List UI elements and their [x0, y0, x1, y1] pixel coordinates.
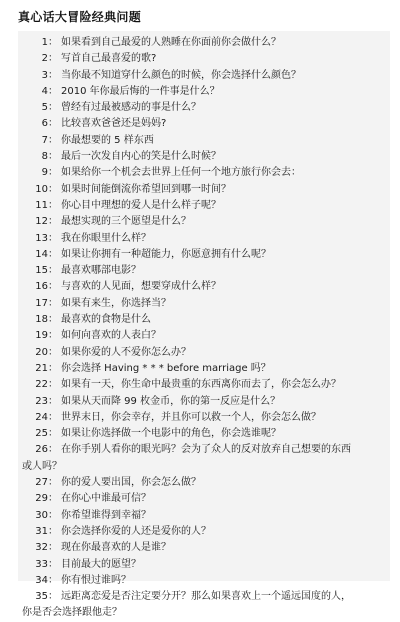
- list-item: [18, 247, 390, 263]
- list-item: [18, 68, 390, 84]
- question-text: 如果从天而降 99 枚金币，你的第一反应是什么？: [61, 395, 281, 407]
- list-item: [18, 426, 390, 442]
- question-text: 你会选择你爱的人还是爱你的人？: [61, 525, 211, 537]
- list-item: [18, 328, 390, 344]
- question-text-continuation: 或人吗？: [22, 460, 62, 472]
- list-item: [18, 540, 390, 556]
- question-number: 4：: [41, 85, 58, 97]
- question-number: 35：: [35, 591, 58, 603]
- question-number: 7：: [41, 134, 58, 146]
- list-item: [18, 589, 390, 622]
- list-item: [18, 100, 390, 116]
- question-number: 17：: [35, 297, 58, 309]
- question-text: 在你心中谁最可信？: [61, 493, 151, 505]
- question-number: 11：: [35, 199, 58, 211]
- question-number: 15：: [35, 265, 58, 277]
- question-text: 最想实现的三个愿望是什么？: [61, 216, 191, 228]
- list-item: [18, 312, 390, 328]
- list-item: [18, 84, 390, 100]
- question-number: 34：: [35, 574, 58, 586]
- question-text: 如果你爱的人不爱你怎么办？: [61, 346, 191, 358]
- list-item: [18, 524, 390, 540]
- question-number: 1：: [41, 37, 58, 48]
- question-number: 26：: [35, 444, 58, 456]
- list-item: [18, 182, 390, 198]
- list-item: [18, 410, 390, 426]
- list-item: [18, 361, 390, 377]
- question-text: 你希望谁得到幸福？: [61, 509, 151, 521]
- question-number: 5：: [41, 102, 58, 114]
- question-text: 现在你最喜欢的人是谁？: [61, 542, 171, 554]
- list-item: [18, 165, 390, 181]
- question-text: 如果让你拥有一种超能力，你愿意拥有什么呢？: [61, 248, 271, 260]
- question-number: 33：: [35, 558, 58, 570]
- question-text: 目前最大的愿望？: [61, 558, 141, 570]
- document-title: 真心话大冒险经典问题: [18, 10, 142, 24]
- question-number: 19：: [35, 330, 58, 342]
- question-number: 32：: [35, 542, 58, 554]
- list-item: [18, 231, 390, 247]
- list-item: [18, 116, 390, 132]
- question-number: 29：: [35, 493, 58, 505]
- question-list: [18, 35, 390, 622]
- question-number: 12：: [35, 216, 58, 228]
- question-number: 27：: [35, 477, 58, 489]
- question-text: 最喜欢的食物是什么: [61, 314, 151, 326]
- list-item-first-line: [18, 442, 390, 458]
- list-item: [18, 35, 390, 51]
- question-text: 曾经有过最被感动的事是什么？: [61, 102, 201, 114]
- question-text: 你有恨过谁吗？: [61, 574, 131, 586]
- question-number: 31：: [35, 525, 58, 537]
- question-text: 与喜欢的人见面，想要穿成什么样？: [61, 281, 221, 293]
- list-item: [18, 377, 390, 393]
- question-text: 最后一次发自内心的笑是什么时候？: [61, 151, 221, 163]
- question-number: 3：: [41, 69, 58, 81]
- question-number: 18：: [35, 314, 58, 326]
- list-item: [18, 133, 390, 149]
- list-item: [18, 263, 390, 279]
- question-number: 23：: [35, 395, 58, 407]
- list-item: [18, 214, 390, 230]
- list-item: [18, 198, 390, 214]
- question-number: 24：: [35, 411, 58, 423]
- list-item: [18, 491, 390, 507]
- question-text: 当你最不知道穿什么颜色的时候，你会选择什么颜色？: [61, 69, 301, 81]
- question-text: 我在你眼里什么样？: [61, 232, 151, 244]
- list-item: [18, 557, 390, 573]
- question-text: 远距离恋爱是否注定要分开？那么如果喜欢上一个遥远国度的人，: [61, 591, 351, 603]
- question-text: 如果给你一个机会去世界上任何一个地方旅行你会去：: [61, 167, 301, 179]
- question-text-continuation: 你是否会选择跟他走？: [22, 607, 122, 619]
- question-text: 你心目中理想的爱人是什么样子呢？: [61, 199, 221, 211]
- question-text: 在你手别人看你的眼光吗？会为了众人的反对放弃自己想要的东西: [61, 444, 351, 456]
- question-text: 比较喜欢爸爸还是妈妈?: [61, 118, 167, 130]
- list-item: [18, 573, 390, 589]
- list-item-first-line: [18, 589, 390, 605]
- question-text: 如果让你选择做一个电影中的角色，你会选谁呢？: [61, 428, 281, 440]
- question-text: 写首自己最喜爱的歌?: [61, 53, 157, 65]
- list-item: [18, 345, 390, 361]
- list-item: [18, 475, 390, 491]
- question-text: 如果看到自己最爱的人熟睡在你面前你会做什么？: [61, 37, 281, 48]
- question-number: 2：: [41, 53, 58, 65]
- question-text: 如果有来生，你选择当？: [61, 297, 171, 309]
- question-number: 8：: [41, 151, 58, 163]
- question-number: 13：: [35, 232, 58, 244]
- list-item: [18, 394, 390, 410]
- question-text: 最喜欢哪部电影？: [61, 265, 141, 277]
- question-text: 世界末日，你会幸存，并且你可以救一个人，你会怎么做？: [61, 411, 321, 423]
- question-number: 20：: [35, 346, 58, 358]
- question-text: 你会选择 Having * * * before marriage 吗？: [61, 362, 271, 374]
- question-text: 如何向喜欢的人表白？: [61, 330, 161, 342]
- list-item: [18, 279, 390, 295]
- list-item: [18, 442, 390, 475]
- question-number: 6：: [41, 118, 58, 130]
- question-text: 如果有一天，你生命中最贵重的东西离你而去了，你会怎么办？: [61, 379, 341, 391]
- list-item: [18, 51, 390, 67]
- question-number: 14：: [35, 248, 58, 260]
- list-item: [18, 508, 390, 524]
- question-number: 21：: [35, 362, 58, 374]
- question-text: 你最想要的 5 样东西: [61, 134, 154, 146]
- list-item: [18, 149, 390, 165]
- question-number: 9：: [41, 167, 58, 179]
- list-item: [18, 296, 390, 312]
- question-text: 你的爱人要出国，你会怎么做？: [61, 477, 201, 489]
- question-number: 25：: [35, 428, 58, 440]
- question-number: 16：: [35, 281, 58, 293]
- question-text: 如果时间能倒流你希望回到哪一时间？: [61, 183, 231, 195]
- question-number: 22：: [35, 379, 58, 391]
- question-text: 2010 年你最后悔的一件事是什么？: [61, 85, 220, 97]
- question-number: 30：: [35, 509, 58, 521]
- question-number: 10：: [35, 183, 58, 195]
